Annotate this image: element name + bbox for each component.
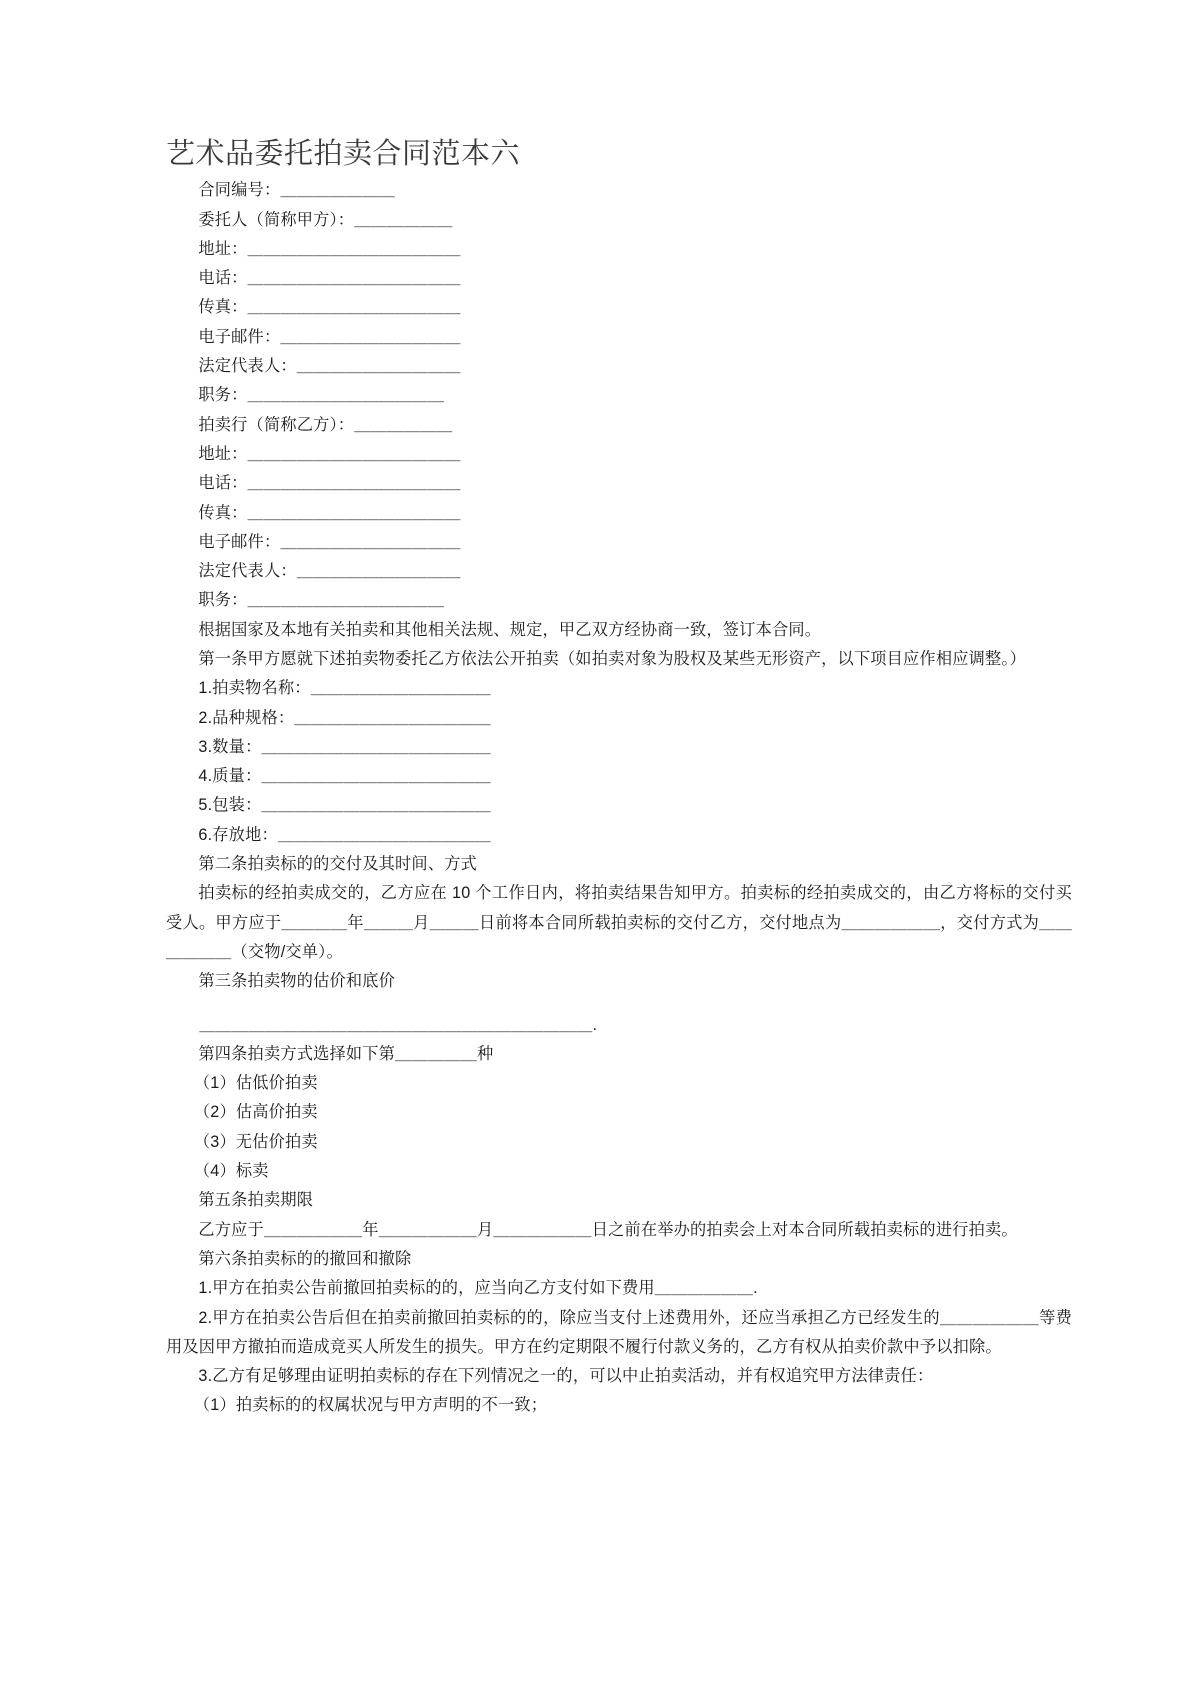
doc-line-article_6_head: 第六条拍卖标的的撤回和撤除	[198, 1249, 412, 1268]
doc-line-party_a_fax: 传真：＿＿＿＿＿＿＿＿＿＿＿＿＿	[198, 298, 461, 317]
doc-line-article_3_head: 第三条拍卖物的估价和底价	[198, 972, 396, 991]
doc-line-article_6_sub_1: （1）拍卖标的的权属状况与甲方声明的不一致；	[193, 1396, 548, 1415]
doc-line-party_a_title: 职务：＿＿＿＿＿＿＿＿＿＿＿＿	[198, 386, 445, 405]
doc-line-article_6_item_3: 3.乙方有足够理由证明拍卖标的存在下列情况之一的，可以中止拍卖活动，并有权追究甲方法律责任：	[198, 1367, 934, 1386]
doc-line-article_4_opt_4: （4）标卖	[193, 1162, 269, 1181]
doc-line-party_b: 拍卖行（简称乙方）：＿＿＿＿＿＿	[198, 415, 453, 434]
doc-line-party_b_address: 地址：＿＿＿＿＿＿＿＿＿＿＿＿＿	[198, 444, 461, 463]
doc-line-party_b_legal: 法定代表人：＿＿＿＿＿＿＿＿＿＿	[198, 562, 461, 581]
doc-line-party_a_address: 地址：＿＿＿＿＿＿＿＿＿＿＿＿＿	[198, 239, 461, 258]
doc-line-contract_no: 合同编号：＿＿＿＿＿＿＿	[198, 181, 396, 200]
doc-line-party_a: 委托人（简称甲方）：＿＿＿＿＿＿	[198, 210, 453, 229]
doc-line-item_1_name: 1.拍卖物名称：＿＿＿＿＿＿＿＿＿＿＿	[198, 679, 491, 698]
doc-line-party_a_legal: 法定代表人：＿＿＿＿＿＿＿＿＿＿	[198, 357, 461, 376]
doc-line-party_b_title: 职务：＿＿＿＿＿＿＿＿＿＿＿＿	[198, 591, 445, 610]
page-title: 艺术品委托拍卖合同范本六	[166, 138, 521, 170]
doc-line-item_3_qty: 3.数量：＿＿＿＿＿＿＿＿＿＿＿＿＿＿	[198, 737, 491, 756]
doc-line-article_5_body: 乙方应于＿＿＿＿＿＿年＿＿＿＿＿＿月＿＿＿＿＿＿日之前在举办的拍卖会上对本合同所载拍卖标的进行拍卖。	[198, 1220, 1018, 1239]
document-body	[166, 176, 1072, 1420]
doc-line-article_2_head: 第二条拍卖标的的交付及其时间、方式	[198, 855, 477, 874]
doc-line-party_b_fax: 传真：＿＿＿＿＿＿＿＿＿＿＿＿＿	[198, 503, 461, 522]
doc-line-item_6_storage: 6.存放地：＿＿＿＿＿＿＿＿＿＿＿＿＿	[198, 825, 491, 844]
doc-line-preamble: 根据国家及本地有关拍卖和其他相关法规、规定，甲乙双方经协商一致，签订本合同。	[198, 620, 822, 639]
doc-line-article_4_opt_2: （2）估高价拍卖	[193, 1103, 318, 1122]
doc-line-party_a_email: 电子邮件：＿＿＿＿＿＿＿＿＿＿＿	[198, 327, 461, 346]
doc-line-article_4_opt_3: （3）无估价拍卖	[193, 1132, 318, 1151]
doc-line-article_6_item_2: 2.甲方在拍卖公告后但在拍卖前撤回拍卖标的的，除应当支付上述费用外，还应当承担乙方已经发生的＿＿＿＿＿＿等费用及因甲方撤拍而造成竞买人所发生的损失。甲方在约定期限不履行付款义务的，乙方有权从拍卖价款中予以扣除。	[166, 1308, 1072, 1356]
doc-line-party_b_phone: 电话：＿＿＿＿＿＿＿＿＿＿＿＿＿	[198, 474, 461, 493]
doc-line-article_2_body: 拍卖标的经拍卖成交的，乙方应在 10 个工作日内，将拍卖结果告知甲方。拍卖标的经拍卖成交的，由乙方将标的交付买受人。甲方应于＿＿＿＿年＿＿＿月＿＿＿日前将本合同所载拍卖标的交付乙方，交付地点为＿＿＿＿＿＿，交付方式为＿＿＿＿＿＿（交物/交单）。	[166, 884, 1072, 961]
doc-line-item_2_spec: 2.品种规格：＿＿＿＿＿＿＿＿＿＿＿＿	[198, 708, 491, 727]
doc-line-item_5_packing: 5.包装：＿＿＿＿＿＿＿＿＿＿＿＿＿＿	[198, 796, 491, 815]
doc-line-article_6_item_1: 1.甲方在拍卖公告前撤回拍卖标的的，应当向乙方支付如下费用＿＿＿＿＿＿.	[198, 1279, 758, 1298]
doc-line-party_a_phone: 电话：＿＿＿＿＿＿＿＿＿＿＿＿＿	[198, 269, 461, 288]
doc-line-party_b_email: 电子邮件：＿＿＿＿＿＿＿＿＿＿＿	[198, 532, 461, 551]
doc-line-article_5_head: 第五条拍卖期限	[198, 1191, 314, 1210]
doc-line-item_4_quality: 4.质量：＿＿＿＿＿＿＿＿＿＿＿＿＿＿	[198, 767, 491, 786]
doc-line-article_4_opt_1: （1）估低价拍卖	[193, 1074, 318, 1093]
doc-line-article_1: 第一条甲方愿就下述拍卖物委托乙方依法公开拍卖（如拍卖对象为股权及某些无形资产，以下项目应作相应调整。）	[198, 650, 1027, 668]
doc-line-article_4_head: 第四条拍卖方式选择如下第＿＿＿＿＿种	[198, 1044, 494, 1063]
doc-line-article_3_blank: ＿＿＿＿＿＿＿＿＿＿＿＿＿＿＿＿＿＿＿＿＿＿＿＿.	[199, 1015, 598, 1034]
